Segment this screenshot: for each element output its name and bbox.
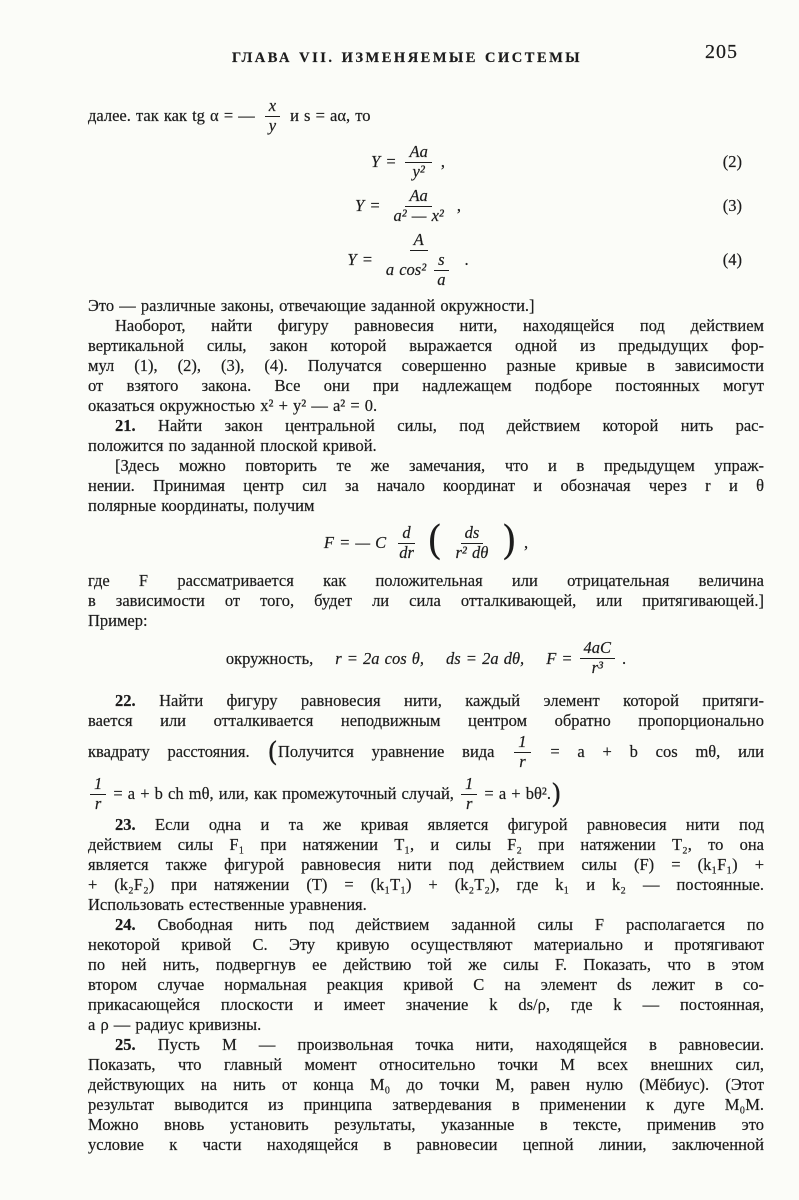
equation-tag: (2) [722,152,742,172]
fraction-numerator: 4aC [580,639,616,659]
fraction-numerator: d [398,524,414,544]
equation-lhs: F = [546,648,573,668]
paragraph-line: вертикальной силы, закон которой выражается одной из предыдущих фор- [88,335,764,355]
paragraph-text: Получится уравнение вида [277,741,513,761]
fraction-denominator: r² dθ [455,542,489,562]
paragraph-line: является также фигурой равновесия нити под действием силы (F) = (k₁F₁) + [88,854,764,874]
problem-number: 25. [115,1034,136,1054]
problem-number: 22. [115,690,136,710]
paragraph-line [88,815,764,835]
equation-lhs: Y = [371,152,397,172]
paragraph-line: нении. Принимая центр сил за начало координат и обозначая через r и θ [88,475,764,495]
fraction-numerator: s [434,251,448,271]
paragraph-line: результат выводится из принципа затвердевания в применении к дуге M₀M. [88,1094,764,1114]
fraction-denominator: r [465,794,473,814]
paragraph-line: втором случае нормальная реакция кривой C на элемент ds лежит в со- [88,974,764,994]
fraction-denominator: dr [399,542,414,562]
fraction-1-over-r [514,733,530,772]
paragraph-line: по ней нить, подвергнув ее действию той же силы F. Показать, что в этом [88,954,764,974]
equation-2-body [371,143,445,182]
problem-21 [88,416,764,516]
paragraph-line [88,915,764,935]
example-math: r = 2a cos θ, [335,648,425,668]
fraction-Aa-over-a2-x2 [389,187,447,226]
paragraph-line: оказаться окружностью x² + y² — a² = 0. [88,395,378,415]
denominator-text: a cos² [385,259,427,279]
paragraph-line [88,1035,764,1055]
paragraph-line: прикасающейся плоскости и имеет значение k ds/ρ, где k — постоянная, [88,994,764,1014]
equation-3 [88,187,764,226]
problem-25 [88,1035,764,1155]
equation-punctuation: , [523,533,529,553]
paragraph-line: Наоборот, найти фигуру равновесия нити, находящейся под действием [115,315,764,335]
paragraph-line: где F рассматривается как положительная или отрицательная величина [88,570,764,590]
running-header [88,41,764,74]
fraction-numerator: 1 [514,733,530,753]
example-line [88,637,764,681]
paragraph-line: Это — различные законы, отвечающие заданной окружности.] [88,295,535,315]
paragraph-line: действием силы F₁ при натяжении T₁, и силы F₂ при натяжении T₂, то она [88,834,764,854]
text-column [88,41,764,1155]
equation-F-body: F = — C $\frac{d}{dr}$ ( $\frac{ds}{\text{r² dθ}}$ ) , [323,518,529,565]
paragraph-text: = a + bθ². [479,783,551,803]
chapter-title: ГЛАВА VII. ИЗМЕНЯЕМЫЕ СИСТЕМЫ [231,50,583,66]
paragraph-line: условие к части находящейся в равновесии цепной линии, заключенной [88,1134,764,1154]
fraction-numerator: 1 [90,775,106,795]
fraction-d-over-dr [395,524,418,563]
fraction-1-over-r [90,775,106,814]
fraction-denominator: a² — x² [393,205,444,225]
paragraph-line: полярные координаты, получим [88,495,315,515]
paragraph-line: от взятого закона. Все они при надлежащем подборе постоянных могут [88,375,764,395]
paragraph-text: = a + b cos mθ, или [532,741,764,761]
fraction-4aC-over-r3 [580,639,616,678]
fraction-ds-over-r2dtheta [451,524,492,563]
fraction-denominator: r³ [591,658,603,678]
equation-4-body [347,231,468,290]
equation-lhs: Y = [347,250,373,270]
paragraph-text: квадрату расстояния. [88,741,268,761]
paragraph-line [88,691,764,711]
intro-text-pre: далее. так как tg α = — [88,106,255,125]
paragraph-line: положится по заданной плоской кривой. [88,435,377,455]
equation-punctuation: , [440,152,445,172]
fraction-denominator: r [94,794,102,814]
fraction-1-over-r [461,775,477,814]
fraction-denominator: a [437,269,446,289]
intro-line [88,94,764,138]
paragraph-line: действующих на нить от конца M₀ до точки M, равен нулю (Мёбиус). (Этот [88,1074,764,1094]
paragraph-line: вается или отталкивается неподвижным центром обратно пропорционально [88,710,764,730]
paragraph-line: Использовать естественные уравнения. [88,894,367,914]
equation-lhs: Y = [355,196,381,216]
paragraph-line [88,731,764,773]
denominator-row [386,251,452,290]
problem-22 [88,691,764,815]
paragraph-where-F [88,571,764,631]
paragraph-text: Найти закон центральной силы, под действием которой нить рас- [135,415,764,435]
fraction-x-over-y [265,97,280,136]
paragraph-text: Пусть M — произвольная точка нити, находящейся в равновесии. [135,1034,764,1054]
fraction-denominator: r [519,752,526,772]
fraction-s-over-a [433,251,449,290]
equation-punctuation: . [464,250,469,270]
fraction-numerator: 1 [461,775,477,795]
paragraph-laws [88,296,764,416]
page-number: 205 [705,41,738,63]
paragraph-line: Показать, что главный момент относительно точки M всех внешних сил, [88,1054,764,1074]
paragraph-line: в зависимости от того, будет ли сила отталкивающей, или притягивающей.] [88,590,764,610]
example-text: окружность, [225,648,314,668]
equation-3-body [355,187,461,226]
paragraph-text: Свободная нить под действием заданной силы F располагается по [135,914,764,934]
paragraph-text: Если одна и та же кривая является фигурой равновесия нити под [135,814,764,834]
equation-2 [88,143,764,182]
problem-number: 23. [115,814,136,834]
paragraph-line: Пример: [88,610,148,630]
paragraph-text: Найти фигуру равновесия нити, каждый элемент которой притяги- [135,690,764,710]
equation-tag: (3) [722,196,742,216]
fraction-numerator: A [410,231,428,251]
open-paren: ( [267,736,278,768]
paragraph-line [88,773,764,815]
paragraph-line: + (k₂F₂) при натяжении (T) = (k₁T₁) + (k₂T₂), где k₁ и k₂ — постоянные. [88,874,764,894]
paragraph-line: а ρ — радиус кривизны. [88,1014,262,1034]
problem-24 [88,915,764,1035]
equation-4 [88,231,764,290]
equation-lhs: F = — C [323,533,387,553]
fraction-denominator: y [268,115,277,135]
paragraph-line: Можно вновь установить результаты, указанные в тексте, применив это [88,1114,764,1134]
intro-text-post: и s = aα, то [290,106,371,125]
fraction-numerator: Aa [405,143,431,163]
fraction-A-over-acos2 [382,231,456,290]
equation-tag: (4) [722,250,742,270]
fraction-denominator: y² [412,161,425,181]
close-paren: ) [550,778,562,810]
fraction-numerator: ds [461,524,484,544]
problem-23 [88,815,764,915]
equation-punctuation: , [456,196,461,216]
equation-punctuation: . [622,648,627,668]
problem-number: 21. [115,415,136,435]
example-math [546,639,626,678]
paragraph-line [88,416,764,436]
fraction-Aa-over-y2 [405,143,431,182]
paragraph-line: [Здесь можно повторить те же замечания, что и в предыдущем упраж- [115,455,764,475]
paragraph-text: = a + b ch mθ, или, как промежуточный случай, [108,783,460,803]
fraction-numerator: Aa [405,187,431,207]
problem-number: 24. [115,914,136,934]
example-math: ds = 2a dθ, [446,648,525,668]
fraction-numerator: x [265,97,280,117]
equation-F [88,518,764,565]
paragraph-line: мул (1), (2), (3), (4). Получатся совершенно разные кривые в зависимости [88,355,764,375]
fraction-denominator [382,251,456,290]
paragraph-line: некоторой кривой C. Эту кривую осуществляют материально и протягивают [88,934,764,954]
